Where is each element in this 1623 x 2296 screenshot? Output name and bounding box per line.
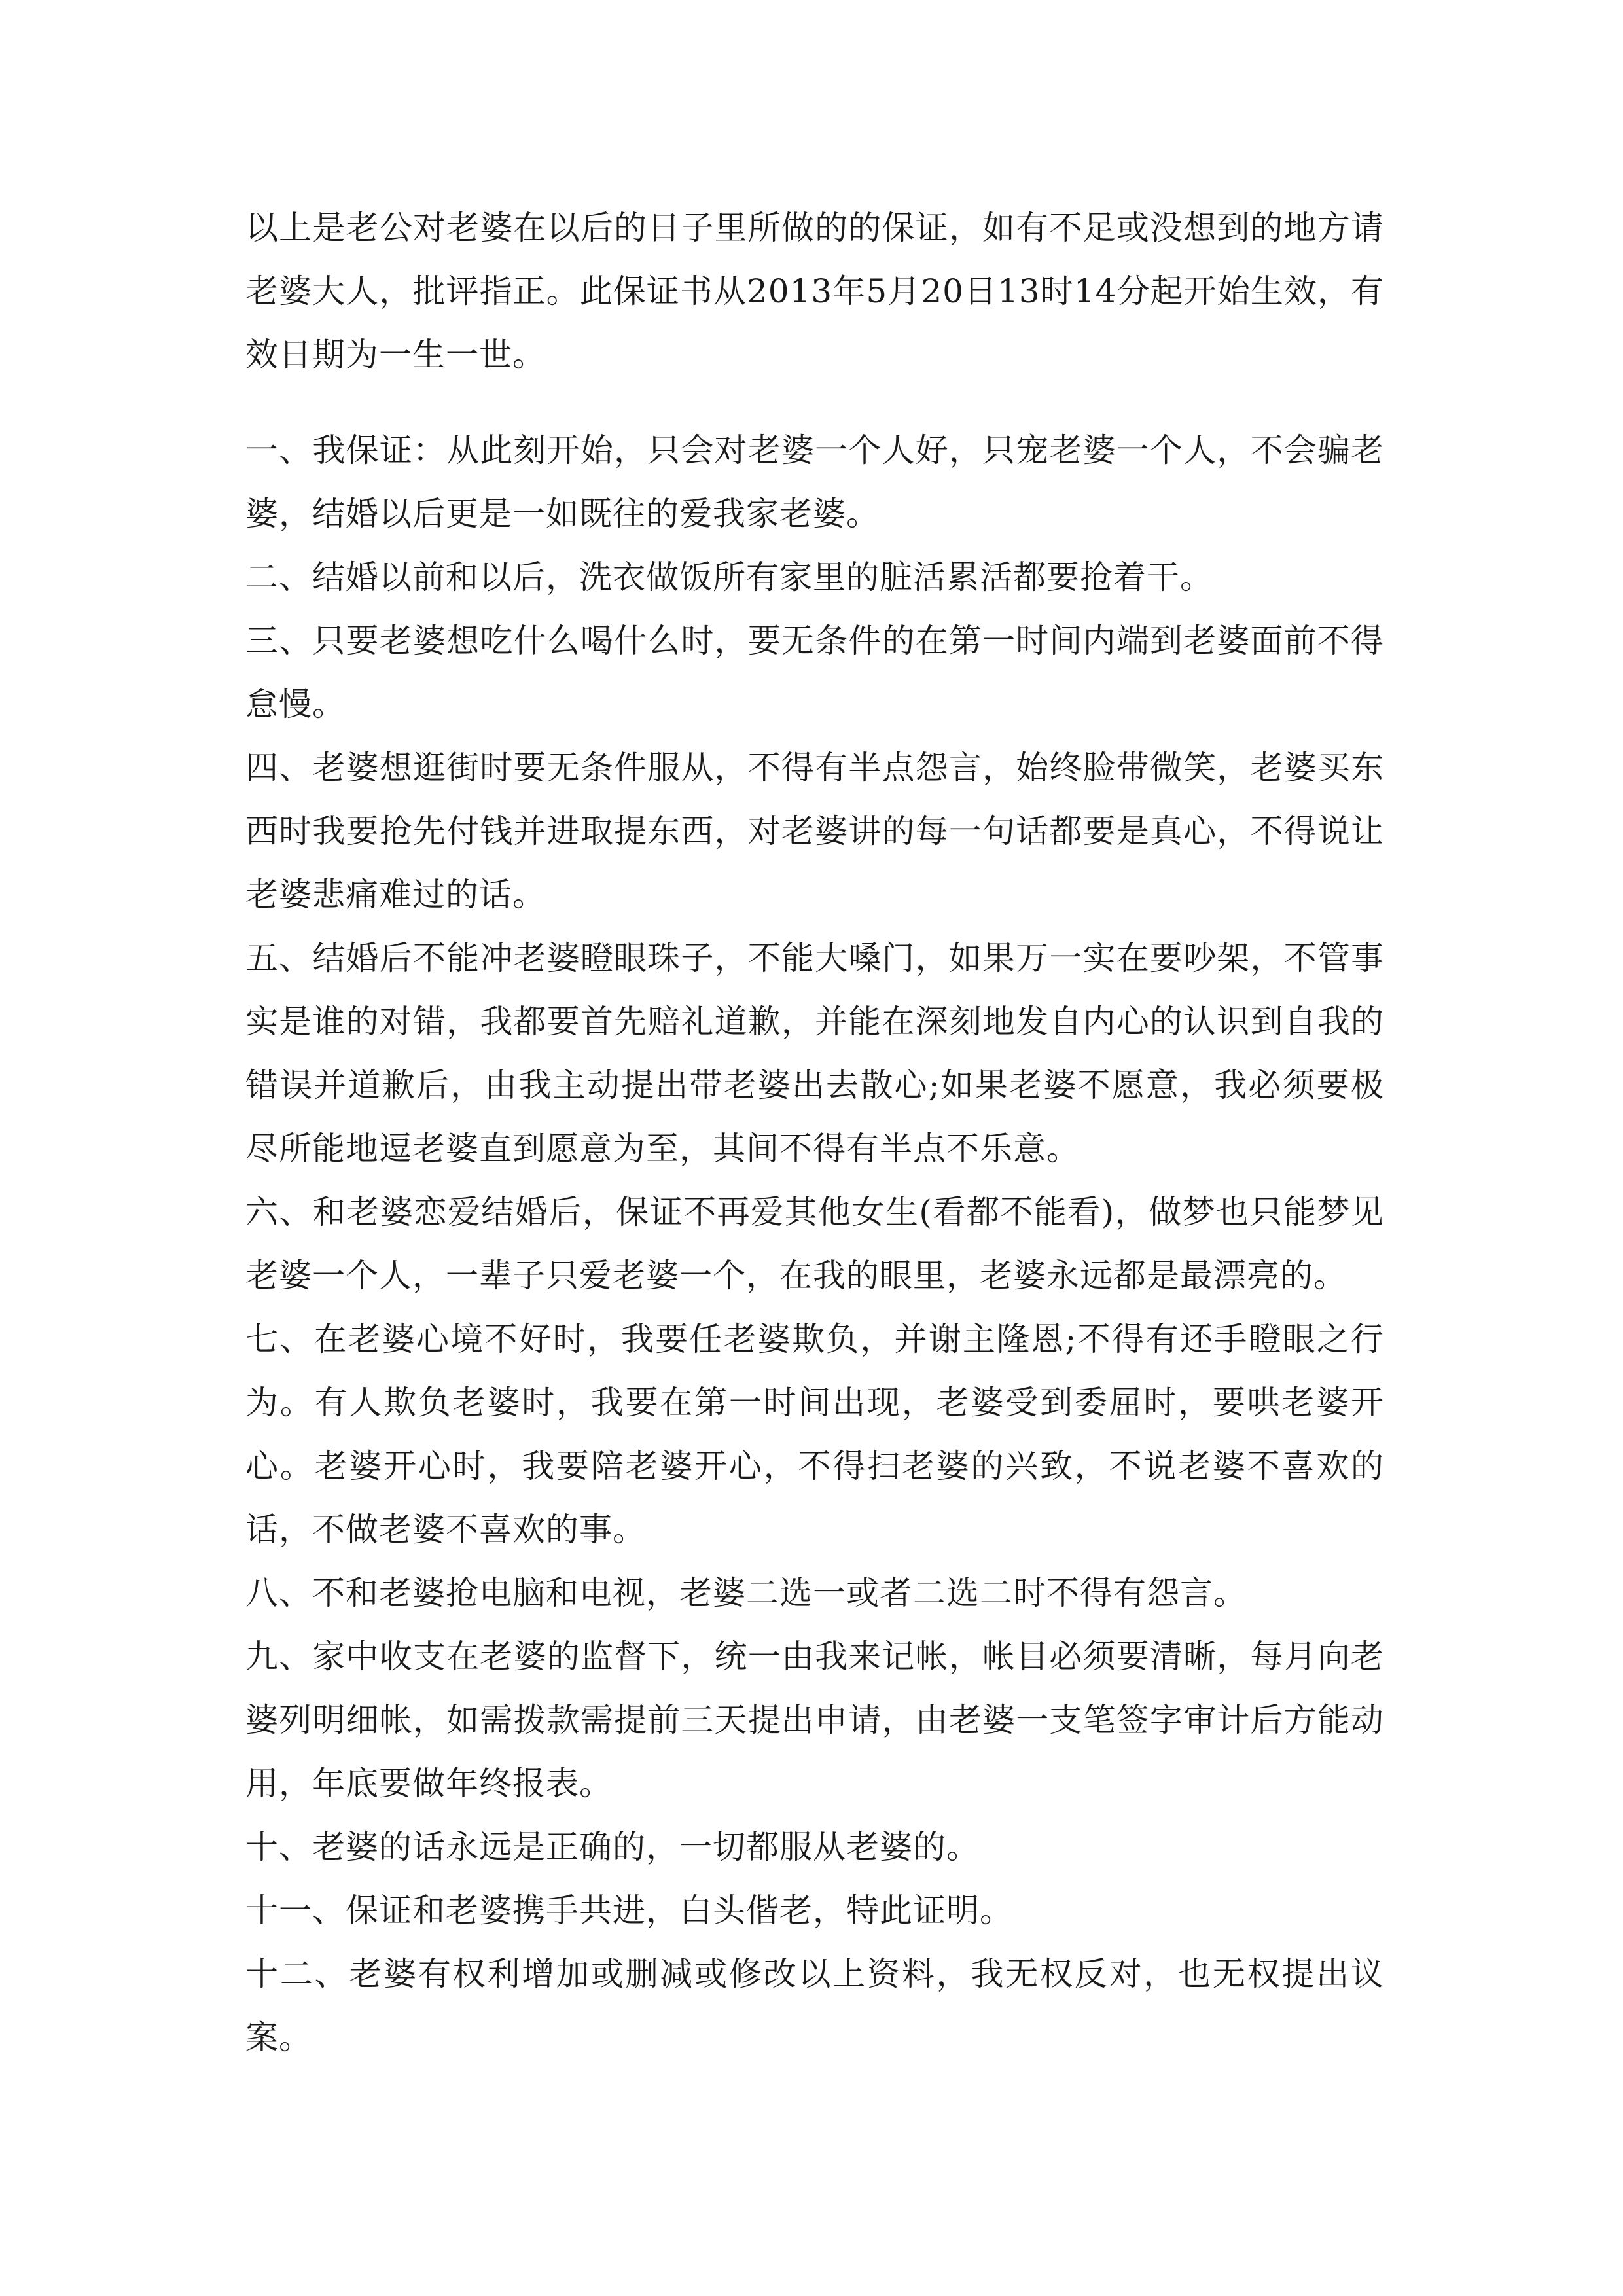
clause-11: 十一、保证和老婆携手共进，白头偕老，特此证明。 <box>245 1892 1013 1929</box>
intro-text: 以上是老公对老婆在以后的日子里所做的的保证，如有不足或没想到的地方请老婆大人，批评指正。此保证书从2013年5月20日13时14分起开始生效，有效日期为一生一世。 <box>245 209 1384 374</box>
clause-2: 二、结婚以前和以后，洗衣做饭所有家里的脏活累活都要抢着干。 <box>245 558 1213 596</box>
clause-4: 四、老婆想逛街时要无条件服从，不得有半点怨言，始终脸带微笑，老婆买东西时我要抢先付钱并进取提东西，对老婆讲的每一句话都要是真心，不得说让老婆悲痛难过的话。 <box>245 749 1384 914</box>
clause-10: 十、老婆的话永远是正确的，一切都服从老婆的。 <box>245 1828 980 1866</box>
clause-1: 一、我保证：从此刻开始，只会对老婆一个人好，只宠老婆一个人，不会骗老婆，结婚以后更是一如既往的爱我家老婆。 <box>245 431 1384 533</box>
clause-6: 六、和老婆恋爱结婚后，保证不再爱其他女生(看都不能看)，做梦也只能梦见老婆一个人，一辈子只爱老婆一个，在我的眼里，老婆永远都是最漂亮的。 <box>245 1193 1384 1295</box>
clause-list <box>245 419 1384 2070</box>
clause-12: 十二、老婆有权利增加或删减或修改以上资料，我无权反对，也无权提出议案。 <box>245 1955 1384 2056</box>
clause-9: 九、家中收支在老婆的监督下，统一由我来记帐，帐目必须要清晰，每月向老婆列明细帐，如需拨款需提前三天提出申请，由老婆一支笔签字审计后方能动用，年底要做年终报表。 <box>245 1638 1384 1803</box>
clause-5: 五、结婚后不能冲老婆瞪眼珠子，不能大嗓门，如果万一实在要吵架，不管事实是谁的对错，我都要首先赔礼道歉，并能在深刻地发自内心的认识到自我的错误并道歉后，由我主动提出带老婆出去散心;如果老婆不愿意，我必须要极尽所能地逗老婆直到愿意为至，其间不得有半点不乐意。 <box>245 939 1384 1168</box>
clause-3: 三、只要老婆想吃什么喝什么时，要无条件的在第一时间内端到老婆面前不得怠慢。 <box>245 622 1384 723</box>
clause-8: 八、不和老婆抢电脑和电视，老婆二选一或者二选二时不得有怨言。 <box>245 1574 1247 1612</box>
clause-7: 七、在老婆心境不好时，我要任老婆欺负，并谢主隆恩;不得有还手瞪眼之行为。有人欺负老婆时，我要在第一时间出现，老婆受到委屈时，要哄老婆开心。老婆开心时，我要陪老婆开心，不得扫老婆的兴致，不说老婆不喜欢的话，不做老婆不喜欢的事。 <box>245 1320 1384 1549</box>
intro-paragraph <box>245 196 1384 387</box>
